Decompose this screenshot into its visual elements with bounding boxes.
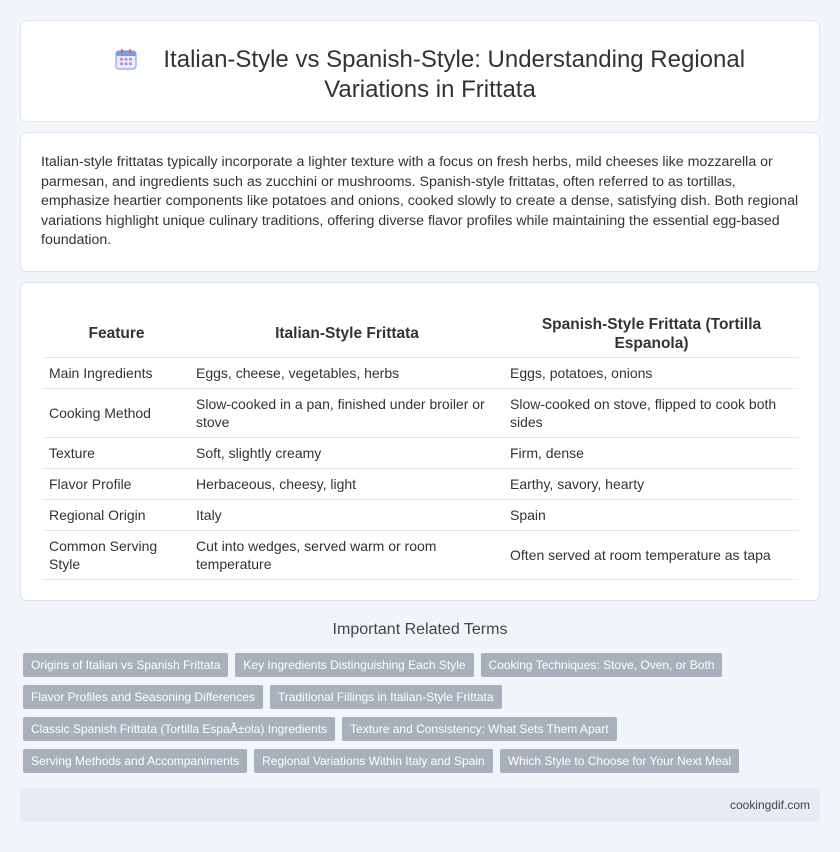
related-term-tag[interactable]: Classic Spanish Frittata (Tortilla EspaÃ±ola) Ingredients	[23, 717, 335, 741]
title-wrap	[61, 45, 799, 105]
page-title: Italian-Style vs Spanish-Style: Understanding Regional Variations in Frittata	[163, 46, 746, 103]
column-header: Feature	[43, 303, 190, 357]
table-cell: Italy	[190, 499, 504, 530]
table-row	[43, 388, 799, 437]
comparison-table	[43, 303, 799, 580]
related-term-tag[interactable]: Regional Variations Within Italy and Spain	[254, 749, 493, 773]
header-card	[20, 20, 820, 122]
related-term-tag[interactable]: Serving Methods and Accompaniments	[23, 749, 247, 773]
table-row	[43, 357, 799, 388]
table-cell: Firm, dense	[504, 437, 799, 468]
related-term-tag[interactable]: Which Style to Choose for Your Next Meal	[500, 749, 739, 773]
table-cell: Main Ingredients	[43, 357, 190, 388]
intro-card	[20, 132, 820, 272]
table-cell: Flavor Profile	[43, 468, 190, 499]
table-cell: Slow-cooked on stove, flipped to cook both sides	[504, 388, 799, 437]
related-term-tag[interactable]: Traditional Fillings in Italian-Style Frittata	[270, 685, 502, 709]
footer-site-name[interactable]: cookingdif.com	[729, 798, 810, 812]
related-term-tag[interactable]: Flavor Profiles and Seasoning Differences	[23, 685, 263, 709]
table-cell: Eggs, cheese, vegetables, herbs	[190, 357, 504, 388]
related-terms-tags	[23, 653, 813, 773]
footer	[20, 788, 820, 822]
table-cell: Spain	[504, 499, 799, 530]
table-cell: Herbaceous, cheesy, light	[190, 468, 504, 499]
table-row	[43, 437, 799, 468]
column-header: Italian-Style Frittata	[190, 303, 504, 357]
table-row	[43, 468, 799, 499]
table-cell: Slow-cooked in a pan, finished under broiler or stove	[190, 388, 504, 437]
related-terms-title: Important Related Terms	[332, 621, 508, 638]
table-cell: Texture	[43, 437, 190, 468]
table-cell: Cooking Method	[43, 388, 190, 437]
related-term-tag[interactable]: Origins of Italian vs Spanish Frittata	[23, 653, 228, 677]
related-term-tag[interactable]: Cooking Techniques: Stove, Oven, or Both	[481, 653, 723, 677]
table-cell: Earthy, savory, hearty	[504, 468, 799, 499]
table-cell: Common Serving Style	[43, 530, 190, 579]
table-card	[20, 282, 820, 601]
table-cell: Regional Origin	[43, 499, 190, 530]
table-row	[43, 499, 799, 530]
related-term-tag[interactable]: Texture and Consistency: What Sets Them Apart	[342, 717, 617, 741]
intro-paragraph: Italian-style frittatas typically incorporate a lighter texture with a focus on fresh herbs, mild cheeses like mozzarella or parmesan, and ingredients such as zucchini or mushrooms. Spanish-style frittatas, often referred to as tortillas, emphasize heartier components like potatoes and onions, cooked slowly to create a dense, satisfying dish. Both regional variations highlight unique culinary traditions, offering diverse flavor profiles while maintaining the essential egg-based foundation.	[41, 154, 799, 248]
table-cell: Eggs, potatoes, onions	[504, 357, 799, 388]
table-cell: Cut into wedges, served warm or room temperature	[190, 530, 504, 579]
table-cell: Soft, slightly creamy	[190, 437, 504, 468]
column-header: Spanish-Style Frittata (Tortilla Espanola)	[504, 303, 799, 357]
table-cell: Often served at room temperature as tapa	[504, 530, 799, 579]
table-row	[43, 530, 799, 579]
table-header-row	[43, 303, 799, 357]
calendar-icon	[115, 48, 137, 70]
related-term-tag[interactable]: Key Ingredients Distinguishing Each Style	[235, 653, 473, 677]
